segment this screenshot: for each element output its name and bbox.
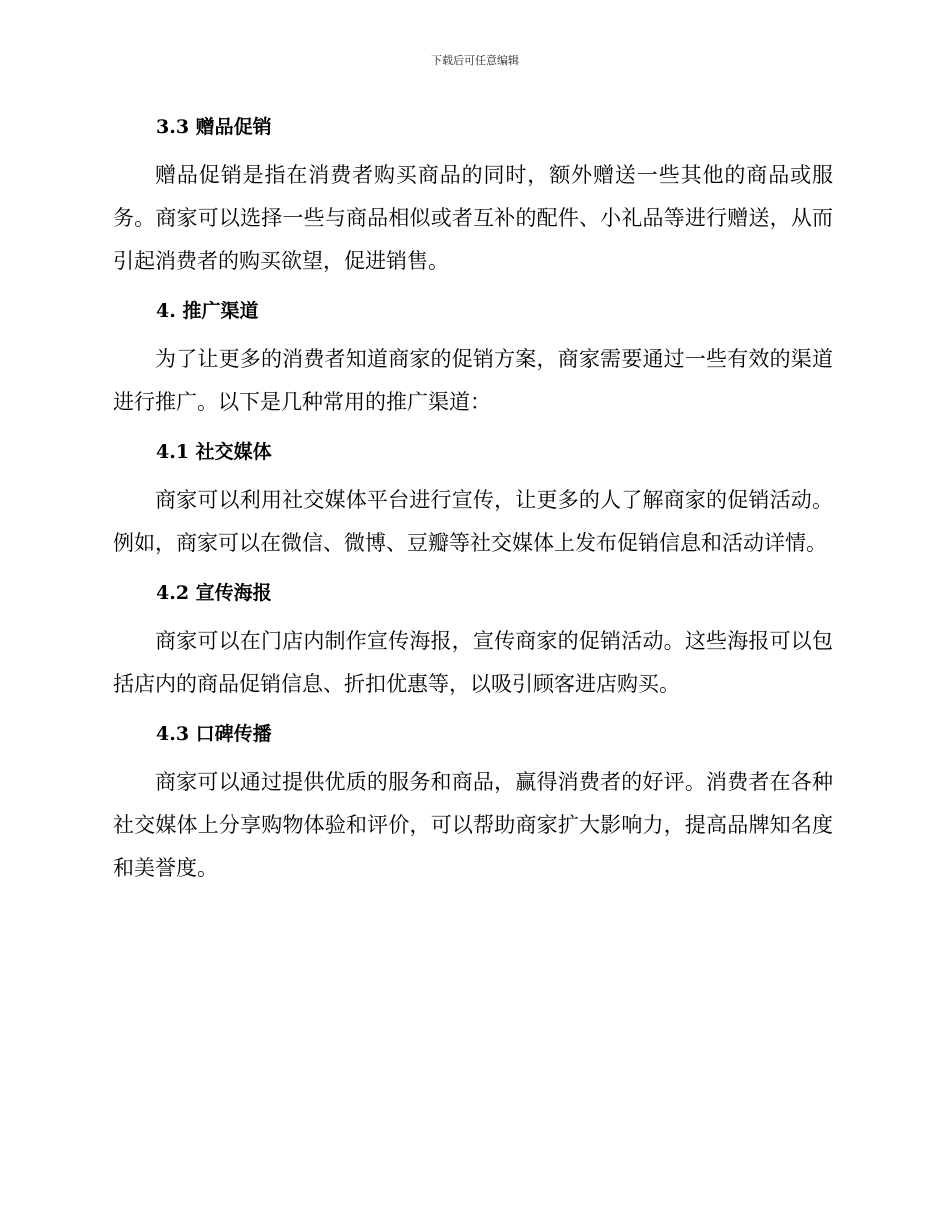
document-body — [113, 110, 833, 890]
section-heading-promotion-channels: 4. 推广渠道 — [156, 300, 259, 322]
section-heading-posters: 4.2 宣传海报 — [156, 582, 272, 604]
section-paragraph-posters: 商家可以在门店内制作宣传海报，宣传商家的促销活动。这些海报可以包括店内的商品促销信息、折扣优惠等，以吸引顾客进店购买。 — [113, 629, 833, 696]
section-paragraph-word-of-mouth: 商家可以通过提供优质的服务和商品，赢得消费者的好评。消费者在各种社交媒体上分享购物体验和评价，可以帮助商家扩大影响力，提高品牌知名度和美誉度。 — [113, 770, 833, 880]
section-paragraph-gift-promotion: 赠品促销是指在消费者购买商品的同时，额外赠送一些其他的商品或服务。商家可以选择一些与商品相似或者互补的配件、小礼品等进行赠送，从而引起消费者的购买欲望，促进销售。 — [113, 163, 833, 273]
section-heading-word-of-mouth: 4.3 口碑传播 — [156, 723, 272, 745]
section-paragraph-social-media: 商家可以利用社交媒体平台进行宣传，让更多的人了解商家的促销活动。例如，商家可以在微信、微博、豆瓣等社交媒体上发布促销信息和活动详情。 — [113, 488, 833, 555]
page-header-note: 下载后可任意编辑 — [431, 54, 519, 67]
section-paragraph-promotion-channels: 为了让更多的消费者知道商家的促销方案，商家需要通过一些有效的渠道进行推广。以下是几种常用的推广渠道： — [113, 347, 833, 414]
section-heading-social-media: 4.1 社交媒体 — [156, 441, 272, 463]
section-heading-gift-promotion: 3.3 赠品促销 — [156, 116, 272, 138]
